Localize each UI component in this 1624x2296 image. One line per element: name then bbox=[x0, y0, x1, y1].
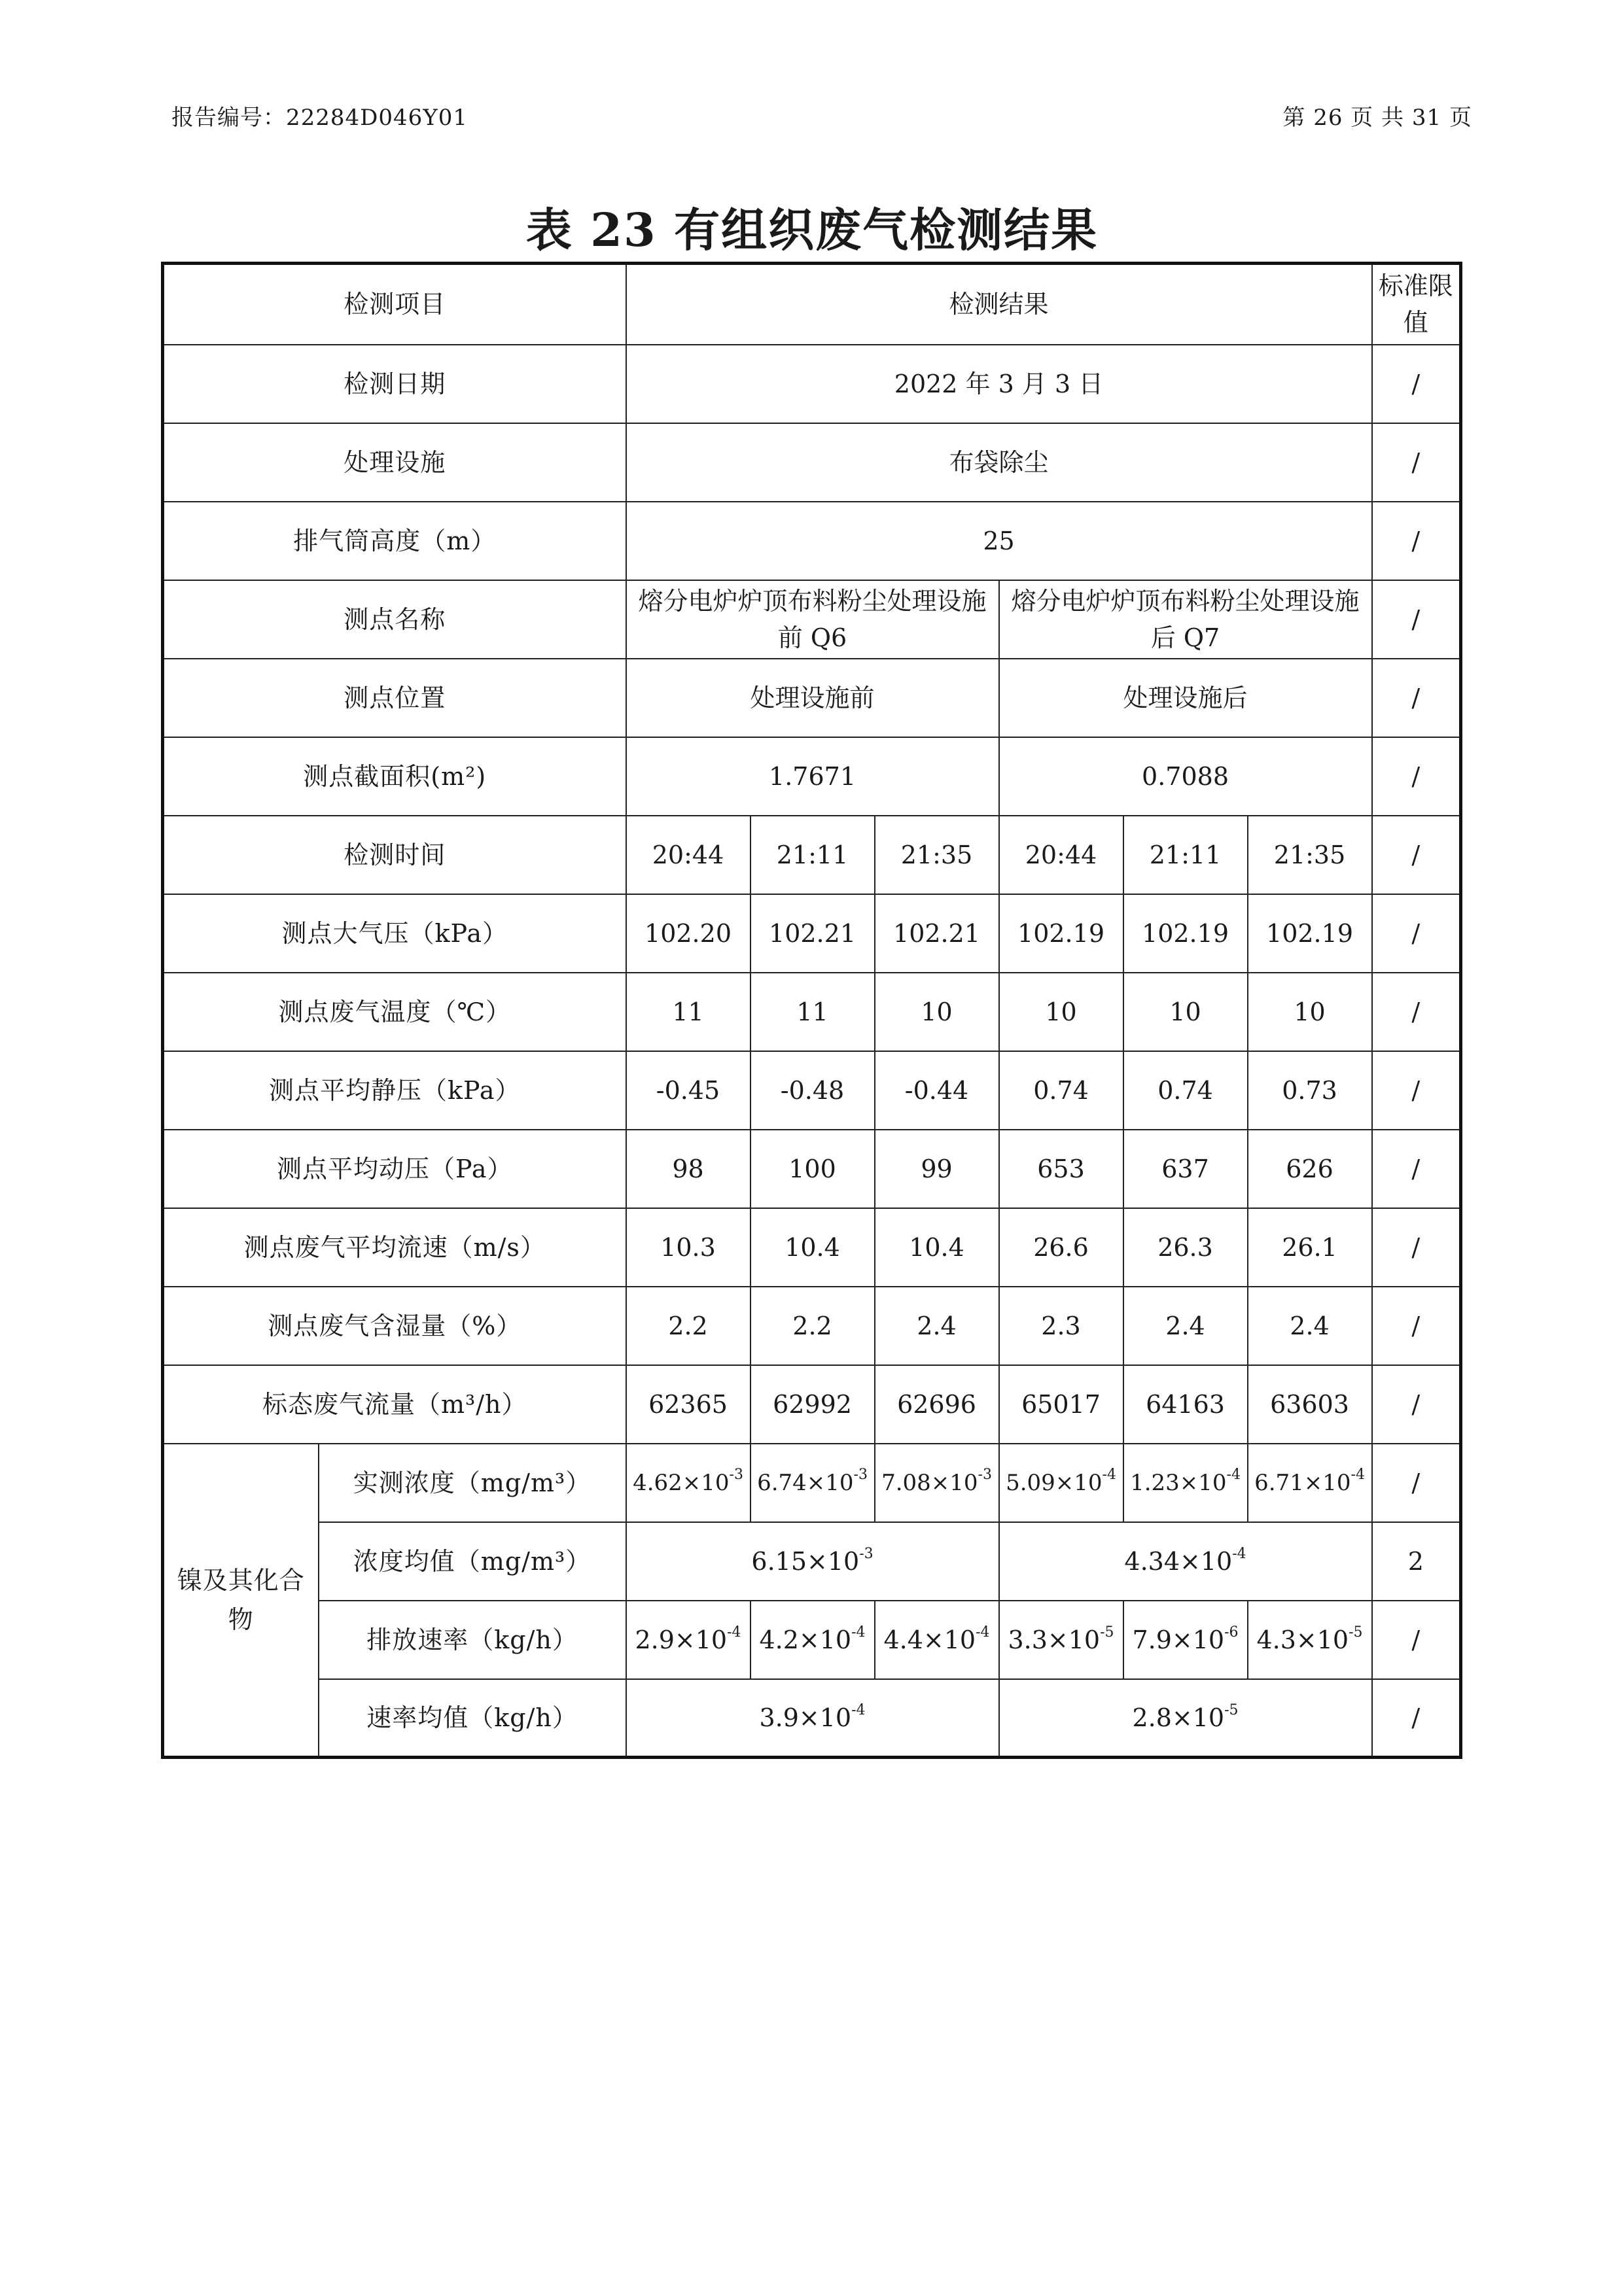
cell-limit: / bbox=[1372, 580, 1461, 659]
row-label: 浓度均值（mg/m³） bbox=[319, 1522, 626, 1601]
facility-row bbox=[163, 423, 1461, 502]
mantissa: 7.9×10 bbox=[1132, 1625, 1225, 1654]
exponent: -5 bbox=[1100, 1624, 1114, 1641]
row-label: 检测日期 bbox=[163, 345, 626, 423]
page-indicator: 第 26 页 共 31 页 bbox=[1282, 105, 1472, 131]
table-row bbox=[163, 894, 1461, 973]
row-label: 测点废气平均流速（m/s） bbox=[163, 1208, 626, 1287]
cell-value: 102.19 bbox=[1248, 894, 1372, 973]
exponent: -4 bbox=[1102, 1467, 1116, 1484]
cell-value: 20:44 bbox=[999, 816, 1123, 894]
cell-limit: / bbox=[1372, 1051, 1461, 1130]
mantissa: 7.08×10 bbox=[881, 1469, 978, 1496]
row-label: 测点名称 bbox=[163, 580, 626, 659]
cell-value: 2.3 bbox=[999, 1287, 1123, 1365]
mantissa: 5.09×10 bbox=[1006, 1469, 1103, 1496]
mantissa: 6.15×10 bbox=[751, 1546, 860, 1576]
cell-after: 熔分电炉炉顶布料粉尘处理设施后 Q7 bbox=[999, 580, 1372, 659]
exhaust-gas-results-table bbox=[161, 262, 1462, 1759]
cell-limit: / bbox=[1372, 423, 1461, 502]
cell-value: 102.19 bbox=[999, 894, 1123, 973]
header-item: 检测项目 bbox=[163, 264, 626, 345]
table-row bbox=[163, 1130, 1461, 1208]
mantissa: 2.9×10 bbox=[635, 1625, 728, 1654]
row-label: 检测时间 bbox=[163, 816, 626, 894]
cell-value: 10 bbox=[1248, 973, 1372, 1051]
cell-value: 10 bbox=[875, 973, 999, 1051]
mantissa: 3.3×10 bbox=[1008, 1625, 1101, 1654]
cell-value: 2.4 bbox=[875, 1287, 999, 1365]
cell-value: 62365 bbox=[626, 1365, 750, 1444]
table-body bbox=[163, 264, 1461, 1758]
cell-limit: / bbox=[1372, 894, 1461, 973]
table-row bbox=[163, 1051, 1461, 1130]
mantissa: 2.8×10 bbox=[1132, 1703, 1225, 1732]
row-label: 测点截面积(m²) bbox=[163, 737, 626, 816]
cell-value: 0.74 bbox=[999, 1051, 1123, 1130]
cell-before: 熔分电炉炉顶布料粉尘处理设施前 Q6 bbox=[626, 580, 999, 659]
point-name-row bbox=[163, 580, 1461, 659]
cell-value: 65017 bbox=[999, 1365, 1123, 1444]
nickel-emission-rate-row bbox=[163, 1601, 1461, 1679]
cell-value: 63603 bbox=[1248, 1365, 1372, 1444]
mantissa: 4.34×10 bbox=[1124, 1546, 1233, 1576]
cell-value: 10 bbox=[999, 973, 1123, 1051]
cell-value: 26.3 bbox=[1123, 1208, 1248, 1287]
row-label: 速率均值（kg/h） bbox=[319, 1679, 626, 1758]
row-label: 标态废气流量（m³/h） bbox=[163, 1365, 626, 1444]
cell-value: 10.4 bbox=[875, 1208, 999, 1287]
header-result: 检测结果 bbox=[626, 264, 1372, 345]
cell-after: 0.7088 bbox=[999, 737, 1372, 816]
date-row bbox=[163, 345, 1461, 423]
cell-value bbox=[875, 1444, 999, 1522]
cell-limit: / bbox=[1372, 345, 1461, 423]
cell-value: 64163 bbox=[1123, 1365, 1248, 1444]
mantissa: 4.4×10 bbox=[883, 1625, 976, 1654]
exponent: -3 bbox=[978, 1467, 992, 1484]
nickel-avg-rate-row bbox=[163, 1679, 1461, 1758]
cell-before bbox=[626, 1679, 999, 1758]
mantissa: 3.9×10 bbox=[759, 1703, 852, 1732]
exponent: -4 bbox=[1226, 1467, 1241, 1484]
point-location-row bbox=[163, 659, 1461, 737]
cell-value: 10.4 bbox=[750, 1208, 875, 1287]
exponent: -4 bbox=[976, 1624, 990, 1641]
cell-limit: / bbox=[1372, 1130, 1461, 1208]
cell-value: 11 bbox=[626, 973, 750, 1051]
cell-value bbox=[1123, 1444, 1248, 1522]
cell-value: 25 bbox=[626, 502, 1372, 580]
table-row bbox=[163, 973, 1461, 1051]
row-label: 测点平均动压（Pa） bbox=[163, 1130, 626, 1208]
exponent: -4 bbox=[1232, 1545, 1246, 1562]
row-label: 测点平均静压（kPa） bbox=[163, 1051, 626, 1130]
row-label: 排气筒高度（m） bbox=[163, 502, 626, 580]
cell-value: 10 bbox=[1123, 973, 1248, 1051]
exponent: -5 bbox=[1224, 1702, 1239, 1719]
cell-limit: / bbox=[1372, 737, 1461, 816]
cell-value bbox=[999, 1444, 1123, 1522]
table-row bbox=[163, 1287, 1461, 1365]
cell-value bbox=[1123, 1601, 1248, 1679]
cell-value: -0.44 bbox=[875, 1051, 999, 1130]
exponent: -4 bbox=[727, 1624, 741, 1641]
cell-value: 98 bbox=[626, 1130, 750, 1208]
cell-value: 2.4 bbox=[1123, 1287, 1248, 1365]
cell-value: 102.19 bbox=[1123, 894, 1248, 973]
cell-after: 处理设施后 bbox=[999, 659, 1372, 737]
cell-after bbox=[999, 1522, 1372, 1601]
exponent: -4 bbox=[851, 1624, 866, 1641]
cell-value bbox=[626, 1601, 750, 1679]
cell-value: 20:44 bbox=[626, 816, 750, 894]
cell-limit: / bbox=[1372, 1208, 1461, 1287]
header-limit: 标准限值 bbox=[1372, 264, 1461, 345]
table-header-row bbox=[163, 264, 1461, 345]
cell-value: 21:35 bbox=[1248, 816, 1372, 894]
row-label: 测点废气温度（℃） bbox=[163, 973, 626, 1051]
cell-value: 653 bbox=[999, 1130, 1123, 1208]
exponent: -3 bbox=[853, 1467, 868, 1484]
cell-value: 102.21 bbox=[750, 894, 875, 973]
cell-value: 21:35 bbox=[875, 816, 999, 894]
stack-height-row bbox=[163, 502, 1461, 580]
cell-value bbox=[1248, 1601, 1372, 1679]
cell-before bbox=[626, 1522, 999, 1601]
cell-value: 100 bbox=[750, 1130, 875, 1208]
cell-value bbox=[750, 1601, 875, 1679]
cell-before: 处理设施前 bbox=[626, 659, 999, 737]
cell-value: 21:11 bbox=[750, 816, 875, 894]
cell-value: 102.20 bbox=[626, 894, 750, 973]
cell-value: 626 bbox=[1248, 1130, 1372, 1208]
row-label: 测点大气压（kPa） bbox=[163, 894, 626, 973]
cell-limit: / bbox=[1372, 816, 1461, 894]
cell-value: -0.48 bbox=[750, 1051, 875, 1130]
cell-limit: / bbox=[1372, 502, 1461, 580]
cell-value: 2.2 bbox=[626, 1287, 750, 1365]
exponent: -6 bbox=[1224, 1624, 1239, 1641]
cell-value: 11 bbox=[750, 973, 875, 1051]
cell-after bbox=[999, 1679, 1372, 1758]
cell-value: 637 bbox=[1123, 1130, 1248, 1208]
mantissa: 4.3×10 bbox=[1256, 1625, 1349, 1654]
cell-value: -0.45 bbox=[626, 1051, 750, 1130]
cell-value bbox=[626, 1444, 750, 1522]
cell-limit: / bbox=[1372, 1287, 1461, 1365]
table-title: 表 23 有组织废气检测结果 bbox=[525, 203, 1099, 257]
cell-value: 2022 年 3 月 3 日 bbox=[626, 345, 1372, 423]
table-row bbox=[163, 1208, 1461, 1287]
report-number: 报告编号：22284D046Y01 bbox=[171, 105, 468, 131]
cell-value: 0.73 bbox=[1248, 1051, 1372, 1130]
cell-value: 2.2 bbox=[750, 1287, 875, 1365]
row-label: 测点位置 bbox=[163, 659, 626, 737]
cell-value: 99 bbox=[875, 1130, 999, 1208]
row-label: 排放速率（kg/h） bbox=[319, 1601, 626, 1679]
cell-limit: / bbox=[1372, 1365, 1461, 1444]
cell-value: 21:11 bbox=[1123, 816, 1248, 894]
cell-value bbox=[750, 1444, 875, 1522]
cell-value: 26.6 bbox=[999, 1208, 1123, 1287]
cell-value: 2.4 bbox=[1248, 1287, 1372, 1365]
mantissa: 1.23×10 bbox=[1130, 1469, 1227, 1496]
section-area-row bbox=[163, 737, 1461, 816]
cell-value: 26.1 bbox=[1248, 1208, 1372, 1287]
cell-limit: / bbox=[1372, 973, 1461, 1051]
mantissa: 4.2×10 bbox=[759, 1625, 852, 1654]
mantissa: 4.62×10 bbox=[633, 1469, 730, 1496]
cell-limit: / bbox=[1372, 1679, 1461, 1758]
cell-limit: / bbox=[1372, 659, 1461, 737]
cell-before: 1.7671 bbox=[626, 737, 999, 816]
mantissa: 6.71×10 bbox=[1254, 1469, 1351, 1496]
cell-value bbox=[1248, 1444, 1372, 1522]
table-row bbox=[163, 1365, 1461, 1444]
row-label: 实测浓度（mg/m³） bbox=[319, 1444, 626, 1522]
cell-value bbox=[875, 1601, 999, 1679]
nickel-group-label: 镍及其化合物 bbox=[163, 1444, 319, 1758]
cell-value: 62992 bbox=[750, 1365, 875, 1444]
cell-value: 62696 bbox=[875, 1365, 999, 1444]
exponent: -4 bbox=[851, 1702, 866, 1719]
cell-limit: 2 bbox=[1372, 1522, 1461, 1601]
exponent: -3 bbox=[729, 1467, 743, 1484]
cell-value: 布袋除尘 bbox=[626, 423, 1372, 502]
cell-value bbox=[999, 1601, 1123, 1679]
mantissa: 6.74×10 bbox=[757, 1469, 854, 1496]
cell-value: 10.3 bbox=[626, 1208, 750, 1287]
exponent: -4 bbox=[1350, 1467, 1365, 1484]
row-label: 测点废气含湿量（%） bbox=[163, 1287, 626, 1365]
nickel-avg-conc-row bbox=[163, 1522, 1461, 1601]
cell-limit: / bbox=[1372, 1444, 1461, 1522]
exponent: -3 bbox=[859, 1545, 874, 1562]
exponent: -5 bbox=[1349, 1624, 1363, 1641]
nickel-measured-row bbox=[163, 1444, 1461, 1522]
row-label: 处理设施 bbox=[163, 423, 626, 502]
cell-value: 0.74 bbox=[1123, 1051, 1248, 1130]
table-row bbox=[163, 816, 1461, 894]
cell-value: 102.21 bbox=[875, 894, 999, 973]
cell-limit: / bbox=[1372, 1601, 1461, 1679]
